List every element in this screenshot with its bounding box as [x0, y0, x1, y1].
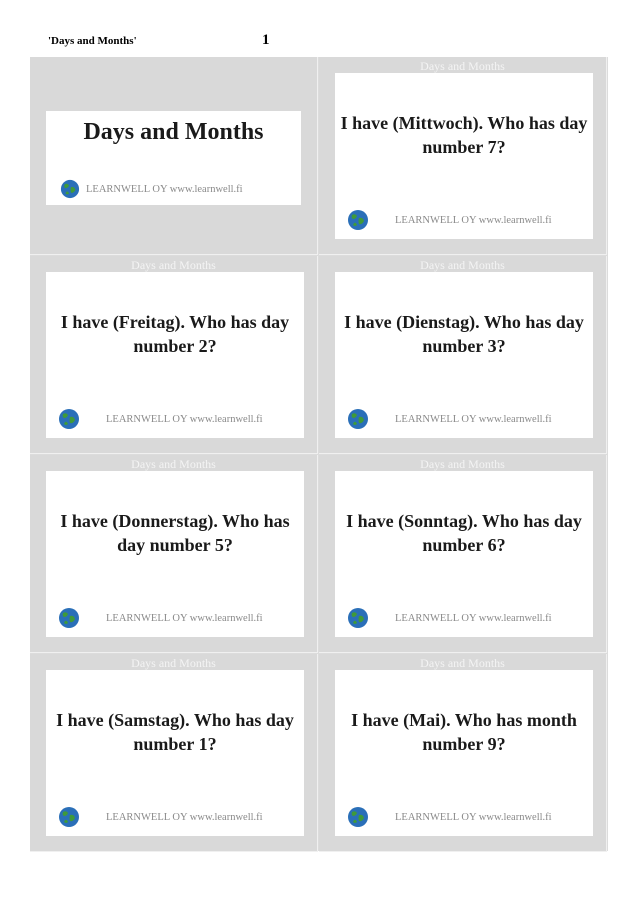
card-footer [347, 209, 589, 233]
card-question: I have (Dienstag). Who has day number 3? [344, 312, 584, 356]
footer-text: LEARNWELL OY www.learnwell.fi [395, 613, 552, 624]
globe-icon [58, 408, 80, 430]
card-question: I have (Mai). Who has month number 9? [351, 710, 577, 754]
card [335, 272, 593, 438]
card [335, 670, 593, 836]
card [46, 471, 304, 637]
footer-text: LEARNWELL OY www.learnwell.fi [106, 613, 263, 624]
globe-icon [60, 179, 80, 199]
card [46, 272, 304, 438]
card-question: I have (Mittwoch). Who has day number 7? [340, 113, 588, 157]
card-header: Days and Months [420, 59, 505, 73]
globe-icon [347, 607, 369, 629]
card-footer [58, 408, 300, 432]
card-header: Days and Months [420, 258, 505, 272]
card-question: I have (Donnerstag). Who has day number 5? [60, 511, 290, 555]
card [335, 73, 593, 239]
card-header: Days and Months [131, 457, 216, 471]
page-number: 1 [262, 32, 270, 48]
card-footer [347, 408, 589, 432]
globe-icon [58, 806, 80, 828]
card-footer [347, 607, 589, 631]
card-cell [30, 256, 318, 454]
card [335, 471, 593, 637]
card-question: I have (Samstag). Who has day number 1? [56, 710, 294, 754]
card [46, 670, 304, 836]
globe-icon [347, 408, 369, 430]
title-card [46, 111, 301, 205]
card-header: Days and Months [420, 457, 505, 471]
title-card-footer [60, 179, 290, 201]
doc-title: 'Days and Months' [48, 35, 137, 47]
card-cell [319, 455, 607, 653]
card-header: Days and Months [131, 258, 216, 272]
footer-text: LEARNWELL OY www.learnwell.fi [395, 414, 552, 425]
card-cell [319, 256, 607, 454]
card-grid [30, 57, 608, 851]
card-footer [347, 806, 589, 830]
card-cell [319, 57, 607, 255]
globe-icon [347, 209, 369, 231]
footer-text: LEARNWELL OY www.learnwell.fi [106, 414, 263, 425]
card-footer [58, 806, 300, 830]
card-header: Days and Months [131, 656, 216, 670]
footer-text: LEARNWELL OY www.learnwell.fi [395, 215, 552, 226]
card-cell [30, 654, 318, 852]
card-header: Days and Months [420, 656, 505, 670]
card-footer [58, 607, 300, 631]
card-cell [30, 455, 318, 653]
footer-text: LEARNWELL OY www.learnwell.fi [106, 812, 263, 823]
card-question: I have (Freitag). Who has day number 2? [60, 312, 290, 356]
card-cell [319, 654, 607, 852]
footer-text: LEARNWELL OY www.learnwell.fi [86, 184, 243, 195]
globe-icon [347, 806, 369, 828]
footer-text: LEARNWELL OY www.learnwell.fi [395, 812, 552, 823]
title-card-heading: Days and Months [83, 119, 264, 145]
card-question: I have (Sonntag). Who has day number 6? [346, 511, 582, 555]
globe-icon [58, 607, 80, 629]
title-cell [30, 57, 318, 255]
